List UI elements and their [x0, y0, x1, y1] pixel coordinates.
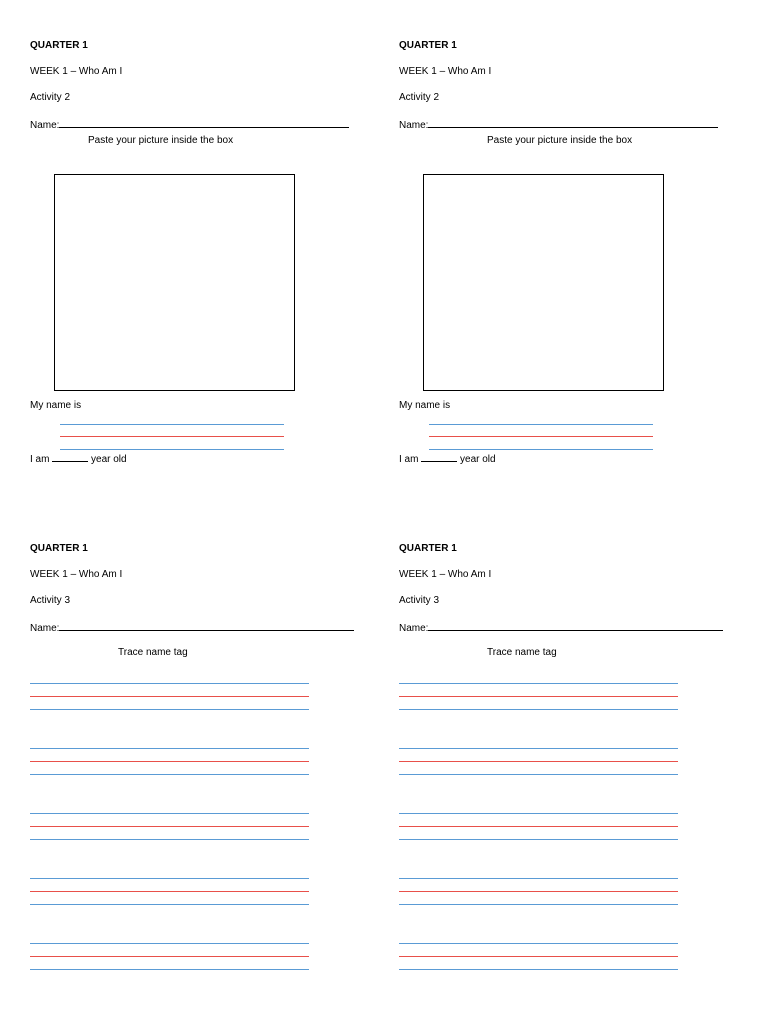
- writing-line-mid: [429, 436, 653, 437]
- trace-line-1-top: [30, 683, 309, 684]
- picture-box[interactable]: [54, 174, 295, 391]
- activity-label: Activity 2: [30, 92, 71, 103]
- quarter-heading: QUARTER 1: [30, 543, 88, 554]
- name-label: Name:: [399, 623, 429, 634]
- name-field[interactable]: [399, 621, 723, 635]
- name-label: Name:: [399, 120, 429, 131]
- quarter-heading: QUARTER 1: [30, 40, 88, 51]
- name-field[interactable]: [30, 118, 349, 132]
- age-prefix: I am: [30, 454, 50, 465]
- my-name-label: My name is: [30, 400, 82, 411]
- week-title: WEEK 1 – Who Am I: [30, 569, 123, 580]
- worksheet-activity-3-left: [30, 543, 390, 983]
- trace-line-2-top: [30, 748, 309, 749]
- quarter-heading: QUARTER 1: [399, 543, 457, 554]
- writing-line-top: [60, 424, 284, 425]
- trace-line-3-top: [399, 813, 678, 814]
- week-title: WEEK 1 – Who Am I: [399, 569, 492, 580]
- instruction-text: Trace name tag: [487, 647, 557, 658]
- instruction-text: Paste your picture inside the box: [487, 135, 633, 146]
- trace-line-1-top: [399, 683, 678, 684]
- week-title: WEEK 1 – Who Am I: [399, 66, 492, 77]
- picture-box[interactable]: [423, 174, 664, 391]
- trace-line-2-bottom: [30, 774, 309, 775]
- trace-line-1-mid: [399, 696, 678, 697]
- activity-label: Activity 3: [399, 595, 440, 606]
- trace-line-5-top: [399, 943, 678, 944]
- age-sentence: [30, 452, 127, 466]
- trace-line-2-top: [399, 748, 678, 749]
- name-field[interactable]: [30, 621, 354, 635]
- my-name-label: My name is: [399, 400, 451, 411]
- age-prefix: I am: [399, 454, 419, 465]
- trace-line-2-bottom: [399, 774, 678, 775]
- name-label: Name:: [30, 623, 60, 634]
- trace-line-5-mid: [399, 956, 678, 957]
- trace-line-3-top: [30, 813, 309, 814]
- trace-line-2-mid: [30, 761, 309, 762]
- activity-label: Activity 3: [30, 595, 71, 606]
- trace-line-4-mid: [30, 891, 309, 892]
- trace-line-5-bottom: [399, 969, 678, 970]
- writing-line-bottom: [60, 449, 284, 450]
- trace-line-5-top: [30, 943, 309, 944]
- trace-line-4-bottom: [399, 904, 678, 905]
- worksheet-activity-2-left: [30, 40, 390, 480]
- trace-line-1-bottom: [30, 709, 309, 710]
- instruction-text: Trace name tag: [118, 647, 188, 658]
- age-blank-line[interactable]: [421, 452, 457, 462]
- trace-line-3-mid: [30, 826, 309, 827]
- trace-line-2-mid: [399, 761, 678, 762]
- age-sentence: [399, 452, 496, 466]
- name-blank-line[interactable]: [59, 621, 354, 631]
- trace-line-1-bottom: [399, 709, 678, 710]
- writing-line-bottom: [429, 449, 653, 450]
- name-blank-line[interactable]: [59, 118, 349, 128]
- trace-lines[interactable]: [30, 683, 309, 983]
- age-suffix: year old: [91, 454, 127, 465]
- age-blank-line[interactable]: [52, 452, 88, 462]
- instruction-text: Paste your picture inside the box: [88, 135, 234, 146]
- trace-line-5-mid: [30, 956, 309, 957]
- activity-label: Activity 2: [399, 92, 440, 103]
- trace-line-4-top: [399, 878, 678, 879]
- worksheet-activity-2-right: [399, 40, 759, 480]
- trace-line-3-bottom: [399, 839, 678, 840]
- trace-line-3-mid: [399, 826, 678, 827]
- trace-line-1-mid: [30, 696, 309, 697]
- worksheet-activity-3-right: [399, 543, 759, 983]
- writing-line-mid: [60, 436, 284, 437]
- trace-line-5-bottom: [30, 969, 309, 970]
- name-field[interactable]: [399, 118, 718, 132]
- name-label: Name:: [30, 120, 60, 131]
- age-suffix: year old: [460, 454, 496, 465]
- trace-line-3-bottom: [30, 839, 309, 840]
- name-blank-line[interactable]: [428, 621, 723, 631]
- trace-lines[interactable]: [399, 683, 678, 983]
- name-blank-line[interactable]: [428, 118, 718, 128]
- trace-line-4-mid: [399, 891, 678, 892]
- week-title: WEEK 1 – Who Am I: [30, 66, 123, 77]
- trace-line-4-bottom: [30, 904, 309, 905]
- writing-line-top: [429, 424, 653, 425]
- quarter-heading: QUARTER 1: [399, 40, 457, 51]
- trace-line-4-top: [30, 878, 309, 879]
